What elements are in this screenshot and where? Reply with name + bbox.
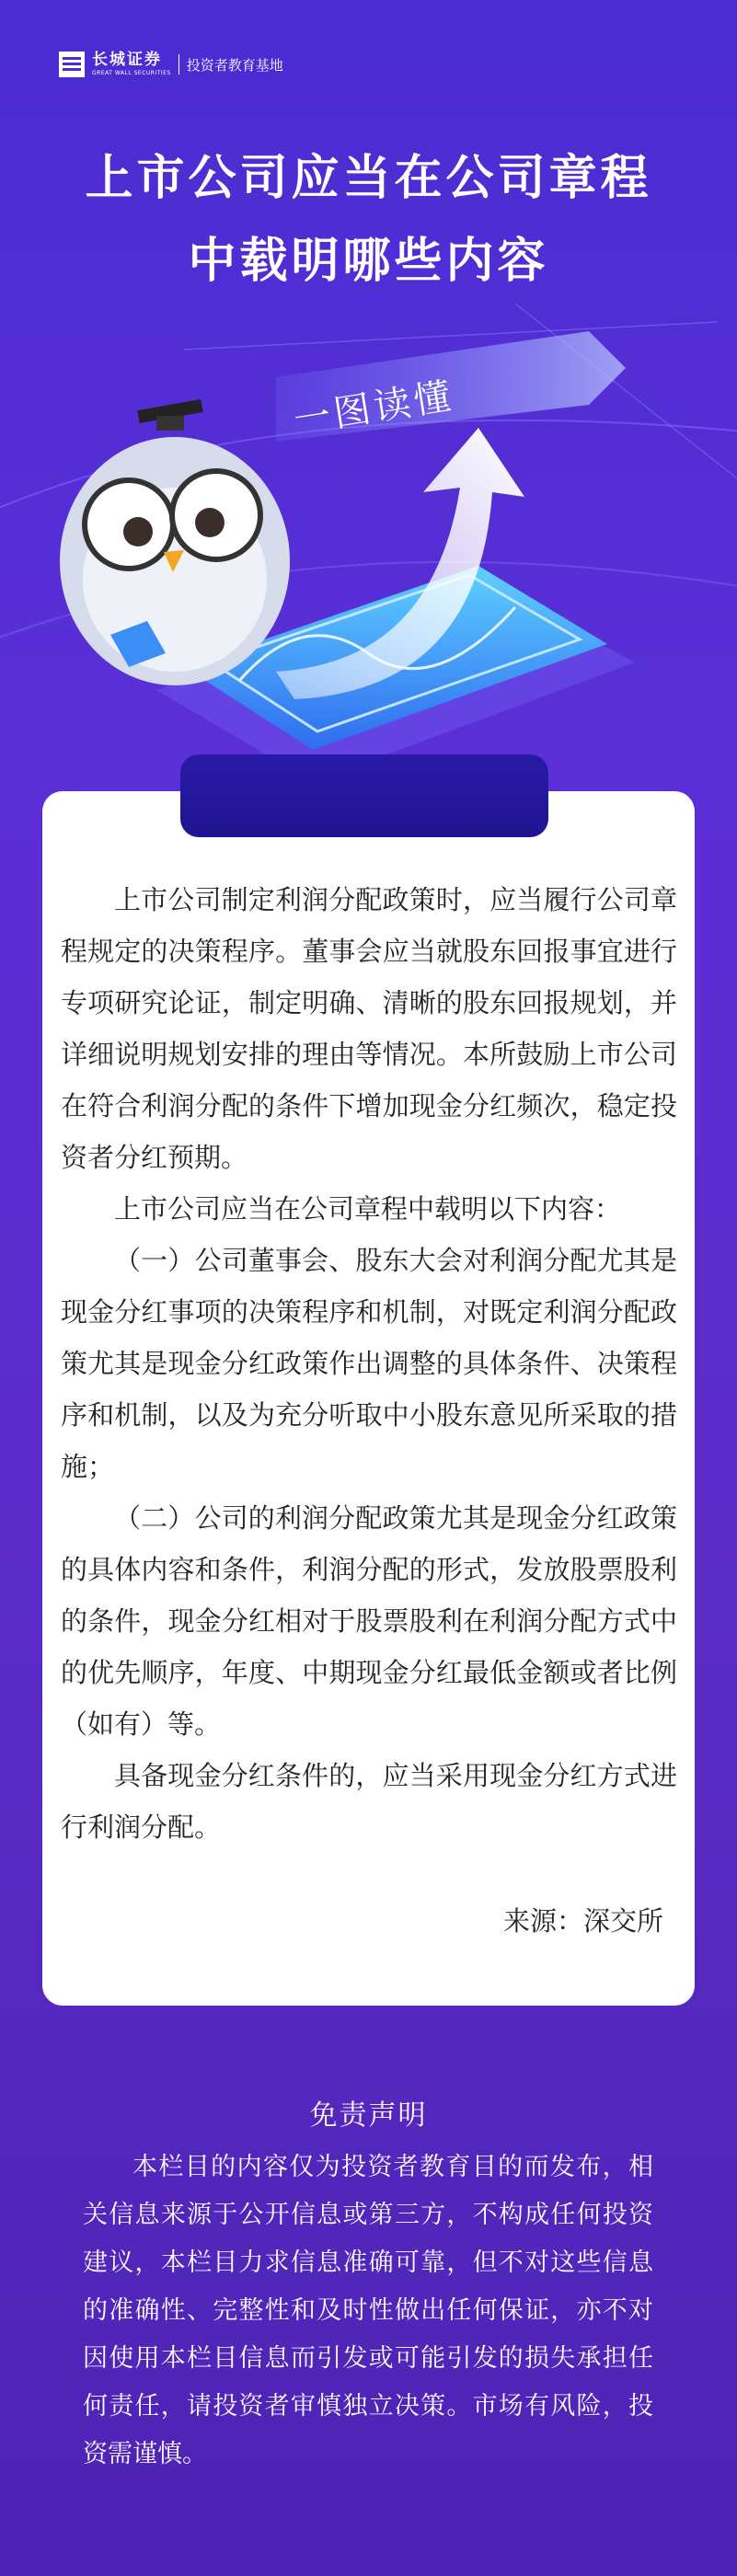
hero-tagline: 一图读懂 bbox=[291, 374, 458, 443]
header-divider bbox=[178, 54, 179, 75]
logo-mark-icon bbox=[59, 52, 85, 77]
content-paragraph-2: 上市公司应当在公司章程中载明以下内容： bbox=[114, 1193, 622, 1225]
disclaimer-text: 本栏目的内容仅为投资者教育目的而发布，相关信息来源于公开信息或第三方，不构成任何投资建议，本栏目力求信息准确可靠，但不对这些信息的准确性、完整性和及时性做出任何保证，亦不对因使用本栏目信息而引发或可能引发的损失承担任何责任，请投资者审慎独立决策。市场有风险，投资需谨慎。 bbox=[83, 2153, 653, 2468]
disclaimer-body bbox=[83, 2144, 653, 2478]
content-paragraph-5: 具备现金分红条件的，应当采用现金分红方式进行利润分配。 bbox=[61, 1760, 677, 1843]
disclaimer-title: 免责声明 bbox=[309, 2099, 428, 2132]
header-subtitle: 投资者教育基地 bbox=[186, 56, 283, 74]
page-title-line-1: 上市公司应当在公司章程 bbox=[85, 151, 652, 206]
content-paragraph-4: （二）公司的利润分配政策尤其是现金分红政策的具体内容和条件，利润分配的形式，发放股票股利的条件，现金分红相对于股票股利在利润分配方式中的优先顺序，年度、中期现金分红最低金额或者比例（如有）等。 bbox=[61, 1502, 677, 1740]
brand-name-en: GREAT WALL SECURITIES bbox=[92, 70, 171, 76]
brand-logo bbox=[92, 52, 171, 76]
page-title-line-2: 中载明哪些内容 bbox=[188, 234, 549, 289]
content-paragraph-1: 上市公司制定利润分配政策时，应当履行公司章程规定的决策程序。董事会应当就股东回报事宜进行专项研究论证，制定明确、清晰的股东回报规划，并详细说明规划安排的理由等情况。本所鼓励上市公司在符合利润分配的条件下增加现金分红频次，稳定投资者分红预期。 bbox=[61, 884, 677, 1173]
content-paragraph-3: （一）公司董事会、股东大会对利润分配尤其是现金分红事项的决策程序和机制，对既定利润分配政策尤其是现金分红政策作出调整的具体条件、决策程序和机制，以及为充分听取中小股东意见所采取的措施； bbox=[61, 1245, 677, 1482]
content-body bbox=[61, 874, 677, 1853]
source-credit: 来源：深交所 bbox=[502, 1905, 663, 1937]
card-top-tab bbox=[180, 754, 548, 837]
owl-mascot-icon bbox=[60, 399, 290, 685]
brand-header bbox=[59, 48, 283, 81]
brand-name-cn: 长城证券 bbox=[92, 51, 162, 69]
